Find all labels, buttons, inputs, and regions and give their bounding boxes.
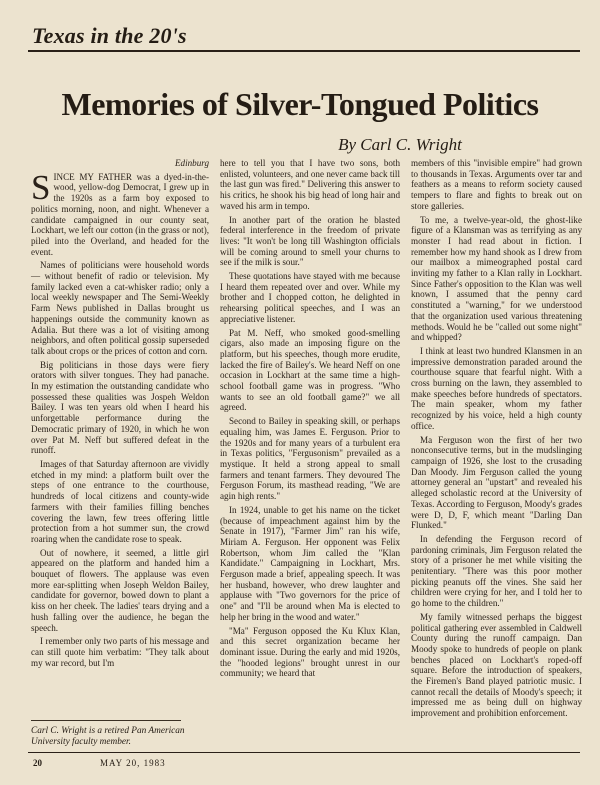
paragraph: These quotations have stayed with me because I heard them repeated over and over. While my brother and I chopped cotton, he delighted in rehearsing political speeches, and I was an appreciative listener. <box>220 271 400 324</box>
paragraph: Big politicians in those days were fiery orators with silver tongues. They had panache. In my estimation the outstanding candidate who possessed these qualities was Jospeh Weldon Bailey. I was ten years old when I heard his unforgettable performance during the Democratic primary of 1920, in which he won over Pat M. Neff but suffered defeat in the runoff. <box>31 359 209 456</box>
paragraph <box>31 167 209 258</box>
headline: Memories of Silver-Tongued Politics <box>61 86 539 122</box>
paragraph: Second to Bailey in speaking skill, or perhaps equaling him, was James E. Ferguson. Prior to the 1920s and for many years of a turbulent era in Texas politics, "Fergusonism" prevailed as a mystique. It held a strong appeal to small farmers and tenant farmers. They devoured The Ferguson Forum, its masthead reading, "We are agin high rents." <box>220 416 400 502</box>
paragraph: In 1924, unable to get his name on the ticket (because of impeachment against him by the Senate in 1917), "Farmer Jim" ran his wife, Miriam A. Ferguson. Her opponent was Felix Robertson, whom Jim called the "Klan Kandidate." Campaigning in Lockhart, Mrs. Ferguson made a brief, appealing speech. It was her husband, however, who drew laughter and applause with "Two governors for the price of one" and "I'll be around when Ma is elected to help her bring in the wood and water." <box>220 504 400 622</box>
column-2 <box>220 158 400 679</box>
paragraph: In defending the Ferguson record of pardoning criminals, Jim Ferguson related the story of a prisoner he met while visiting the penitentiary. "There was this poor mother picking peanuts off the vines. She said her children were crying for her, and I told her to go home to the children." <box>411 533 582 609</box>
footer-rule <box>28 752 580 753</box>
paragraph: Images of that Saturday afternoon are vividly etched in my mind: a platform built over the steps of one entrance to the courthouse, hundreds of local citizens and county-wide farmers with their families filling benches covering the lawn, few trees offering little protection from a hot summer sun, the crowd roaring when the candidate rose to speak. <box>31 458 209 544</box>
section-title: Texas in the 20's <box>32 23 187 48</box>
paragraph-text: INCE MY FATHER was a dyed-in-the-wood, yellow-dog Democrat, I grew up in the 1920s as a farm boy exposed to politics morning, noon, and night. Whenever a candidate campaigned in our county seat, Lockhart, we left our cotton (in the grass or not), piled into the Overland, and headed for the event. <box>31 171 209 257</box>
column-3 <box>411 158 582 719</box>
drop-cap: S <box>31 167 51 207</box>
paragraph: Ma Ferguson won the first of her two nonconsecutive terms, but in the mudslinging campaign of 1926, she lost to the crusading Dan Moody. Jim Ferguson called the young attorney general an "upstart" and revealed his alleged scholastic record at the University of Texas. According to Ferguson, Moody's grades were D, D, F, which meant "Darling Dan Flunked." <box>411 434 582 531</box>
issue-date: MAY 20, 1983 <box>100 758 166 768</box>
note-divider <box>31 720 181 721</box>
page-number: 20 <box>33 758 42 768</box>
paragraph: members of this "invisible empire" had grown to thousands in Texas. Arguments over tar and feathers as a means to reform society caused tempers to flare and fights to break out on store galleries. <box>411 158 582 211</box>
dateline: Edinburg <box>174 158 209 168</box>
section-rule <box>28 50 580 52</box>
paragraph: "Ma" Ferguson opposed the Ku Klux Klan, and this secret organization became her dominant issue. During the early and mid 1920s, the "hooded legions" brought unrest in our community; we heard that <box>220 625 400 679</box>
author-note: Carl C. Wright is a retired Pan American University faculty member. <box>31 726 185 747</box>
paragraph: here to tell you that I have two sons, both enlisted, volunteers, and one never came back till the last gun was fired." Delivering this answer to his critics, he shook his big head of long hair and waved his arm in tempo. <box>220 158 400 211</box>
column-1 <box>31 158 209 668</box>
paragraph: Out of nowhere, it seemed, a little girl appeared on the platform and handed him a bouquet of flowers. The applause was even more ear-splitting when Joseph Weldon Bailey, candidate for governor, bowed down to plant a kiss on her cheek. The ladies' tears drying and a hush falling over the audience, he began the speech. <box>31 547 209 633</box>
paragraph: In another part of the oration he blasted federal interference in the freedom of private lives: "It won't be long till Washington officials will be coming around to smell your churns to see if the milk is sour." <box>220 214 400 268</box>
paragraph: Names of politicians were household words — without benefit of radio or television. My family lacked even a cat-whisker radio; only a local weekly newspaper and The Semi-Weekly Farm News published in Dallas brought us happenings outside the community known as Adalia. But there was a lot of visiting among neighbors, and often political gossip superseded talk about crops or the prices of cotton and corn. <box>31 260 209 356</box>
paragraph: Pat M. Neff, who smoked good-smelling cigars, also made an imposing figure on the platform, but his speeches, though more erudite, lacked the fire of Bailey's. We heard Neff on one occasion in Lockhart at the same time a high-school football game was in progress. "Who wants to see an old football game?" we all agreed. <box>220 327 400 413</box>
paragraph: My family witnessed perhaps the biggest political gathering ever assembled in Caldwell County during the runoff campaign. Dan Moody spoke to hundreds of people on plank benches placed on Lockhart's roped-off square. Before the introduction of speakers, the Firemen's Band played patriotic music. I cannot recall the details of Moody's speech; it impressed me as being dull on highway improvement and prohibition enforcement. <box>411 611 582 719</box>
paragraph: To me, a twelve-year-old, the ghost-like figure of a Klansman was as terrifying as any monster I had read about in fiction. I remember how my hand shook as I drew from our mailbox a mimeographed postal card inviting my father to a Klan rally in Lockhart. Since Father's opposition to the Klan was well known, I assumed that the penny card constituted a "warning," for we understood that the organization used various threatening methods. Would he be "called out some night" and whipped? <box>411 214 582 343</box>
byline: By Carl C. Wright <box>338 135 462 154</box>
paragraph: I remember only two parts of his message and can still quote him verbatim: "They talk about my war record, but I'm <box>31 636 209 668</box>
paragraph: I think at least two hundred Klansmen in an impressive demonstration paraded around the courthouse square that fearful night. With a cross burning on the lawn, they assembled to make speeches before hundreds of spectators. The main speaker, whom my father recognized by his voice, held a high county office. <box>411 345 582 431</box>
